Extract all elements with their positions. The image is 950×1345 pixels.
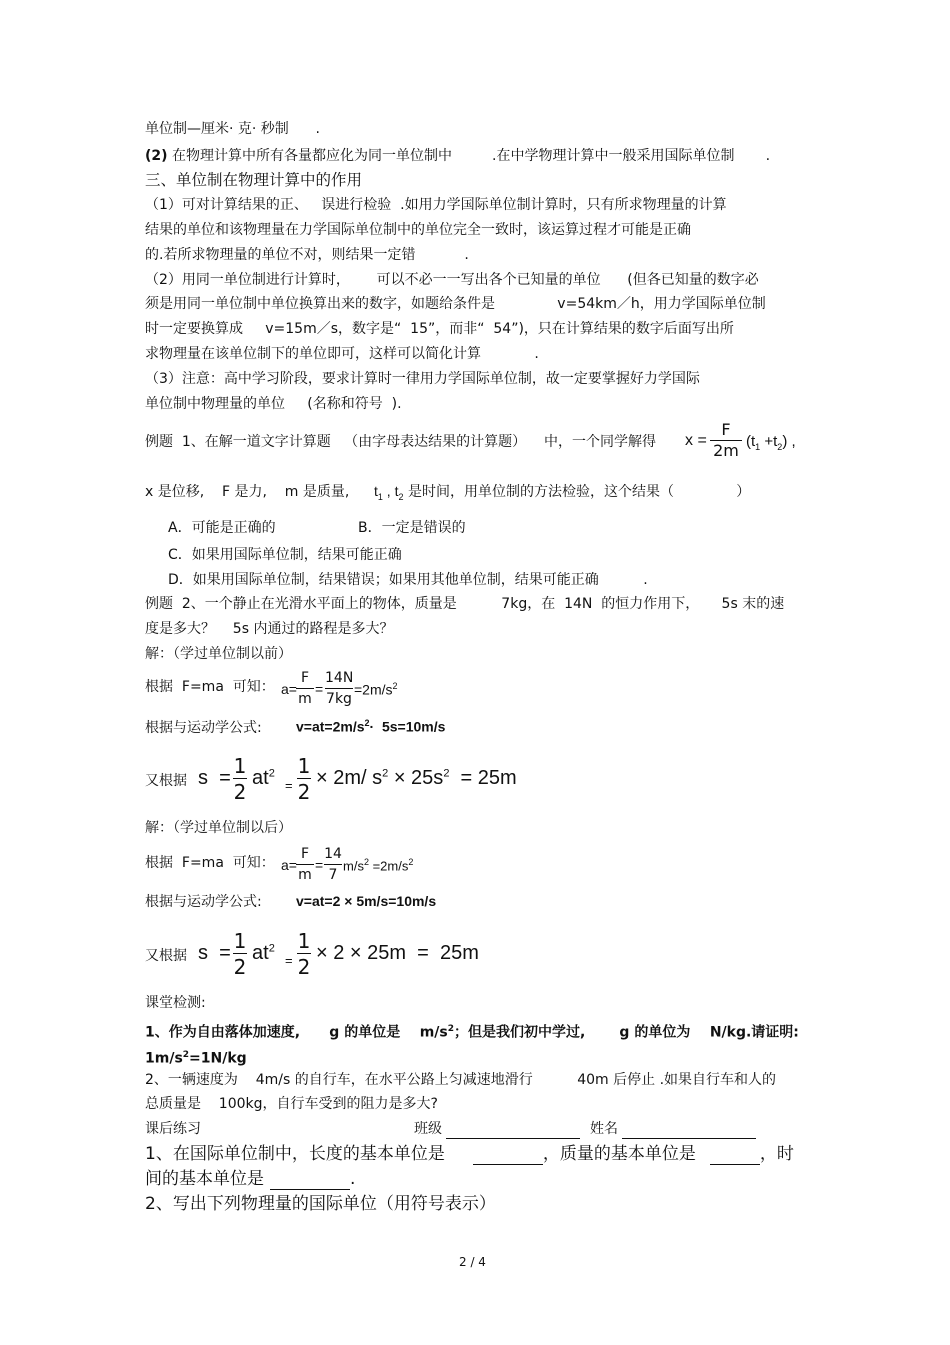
text-line: 单位制中物理量的单位 (名称和符号 ). bbox=[145, 396, 402, 412]
fraction bbox=[325, 668, 353, 709]
text-line: 结果的单位和该物理量在力学国际单位制中的单位完全一致时，该运算过程才可能是正确 bbox=[145, 222, 691, 238]
equation: × 2 × 25m = 25m bbox=[316, 942, 479, 964]
superscript: 2 bbox=[268, 942, 275, 955]
eq-text: at bbox=[252, 767, 269, 789]
fraction bbox=[297, 929, 311, 980]
option-d: D．如果用国际单位制，结果错误；如果用其他单位制，结果可能正确 . bbox=[168, 572, 648, 588]
option-a: A．可能是正确的 bbox=[168, 520, 276, 536]
text-span: x 是位移, F 是力, m 是质量, bbox=[145, 484, 350, 500]
fraction bbox=[233, 929, 247, 980]
superscript: 2 bbox=[268, 767, 275, 780]
superscript: 2 bbox=[182, 1050, 190, 1060]
class-blank[interactable] bbox=[446, 1122, 580, 1139]
text-line: 根据与运动学公式: bbox=[145, 894, 262, 910]
fraction bbox=[296, 668, 314, 709]
superscript: 2 bbox=[392, 681, 398, 691]
eq-text: =2m/s bbox=[354, 681, 393, 698]
equation: v=at=2 × 5m/s=10m/s bbox=[296, 893, 437, 909]
superscript: 2 bbox=[447, 1024, 454, 1034]
text-line: （1）可对计算结果的正、 误进行检验 .如用力学国际单位制计算时，只有所求物理量的计算 bbox=[145, 197, 727, 213]
equation bbox=[343, 857, 413, 873]
denominator: m bbox=[298, 691, 312, 707]
eq-text: at bbox=[252, 942, 269, 964]
fraction bbox=[233, 754, 247, 805]
eq-text: × 25s bbox=[388, 767, 444, 789]
superscript: 2 bbox=[382, 767, 389, 780]
class-field bbox=[414, 1119, 580, 1139]
solution-heading: 解：（学过单位制以后） bbox=[145, 820, 292, 836]
eq-text: +t bbox=[760, 433, 778, 450]
text-line bbox=[145, 1168, 355, 1190]
text-line: 根据 F=ma 可知： bbox=[145, 679, 275, 695]
eq-text: =2m/s bbox=[368, 858, 409, 874]
text-line bbox=[145, 1143, 794, 1165]
eq-text: ) , bbox=[782, 433, 796, 450]
text-span: 1、作为自由落体加速度, g 的单位是 m/s bbox=[145, 1024, 448, 1041]
text-span: 1m/s bbox=[145, 1050, 183, 1067]
name-blank[interactable] bbox=[622, 1122, 756, 1139]
eq-text bbox=[252, 942, 275, 965]
text-line: 的.若所求物理量的单位不对，则结果一定错 . bbox=[145, 247, 469, 263]
text-line: 是时间，用单位制的方法检验，这个结果（ ） bbox=[408, 484, 751, 500]
eq-text: = bbox=[285, 778, 293, 793]
eq-text: t bbox=[374, 483, 378, 499]
numerator: 1 bbox=[233, 754, 247, 778]
text-line: （3）注意：高中学习阶段，要求计算时一律用力学国际单位制，故一定要掌握好力学国际 bbox=[145, 371, 700, 387]
denominator: 2 bbox=[297, 955, 311, 979]
time-symbols bbox=[374, 483, 403, 502]
denominator: 2m bbox=[713, 441, 739, 460]
text-line: 时一定要换算成 v=15m／s，数字是“ 15”，而非“ 54”)，只在计算结果的数字后面写出所 bbox=[145, 321, 734, 337]
eq-text: = bbox=[285, 953, 293, 968]
numerator: 1 bbox=[297, 754, 311, 778]
text-line: 求物理量在该单位制下的单位即可，这样可以简化计算 . bbox=[145, 346, 539, 362]
text-line: 根据 F=ma 可知： bbox=[145, 855, 275, 871]
equation bbox=[296, 718, 445, 735]
denominator: 2 bbox=[233, 780, 247, 804]
text-span: ，时 bbox=[759, 1144, 794, 1164]
eq-text: a= bbox=[281, 681, 297, 697]
text-line: 度是多大？ 5s 内通过的路程是多大？ bbox=[145, 621, 394, 637]
text-line bbox=[145, 146, 770, 166]
text-line: 又根据 bbox=[145, 948, 187, 964]
item-number: (2) bbox=[145, 148, 168, 164]
fraction bbox=[710, 420, 742, 461]
subscript: 2 bbox=[777, 442, 783, 452]
answer-blank[interactable] bbox=[270, 1171, 350, 1190]
superscript: 2 bbox=[363, 857, 369, 867]
text-line: （2）用同一单位制进行计算时， 可以不必一一写出各个已知量的单位 (但各已知量的数字必 bbox=[145, 272, 759, 288]
numerator: 1 bbox=[297, 929, 311, 953]
text-span: 1、在国际单位制中，长度的基本单位是 bbox=[145, 1144, 445, 1164]
numerator: F bbox=[721, 420, 731, 439]
option-b: B．一定是错误的 bbox=[358, 520, 466, 536]
text-line: 单位制—厘米· 克· 秒制 . bbox=[145, 121, 320, 137]
subscript: 2 bbox=[398, 491, 404, 502]
subscript: 1 bbox=[755, 442, 761, 452]
fraction bbox=[324, 844, 342, 885]
superscript: 2 bbox=[408, 857, 414, 867]
fraction bbox=[297, 754, 311, 805]
numerator: 1 bbox=[233, 929, 247, 953]
denominator: 7kg bbox=[326, 691, 352, 707]
text-line: 总质量是 100kg，自行车受到的阻力是多大? bbox=[145, 1096, 438, 1112]
eq-text: v=at=2m/s bbox=[296, 718, 365, 735]
option-c: C．如果用国际单位制，结果可能正确 bbox=[168, 547, 402, 563]
solution-heading: 解：（学过单位制以前） bbox=[145, 646, 292, 662]
text-line: 又根据 bbox=[145, 773, 187, 789]
name-field bbox=[590, 1119, 756, 1139]
text-span: ；但是我们初中学过, g 的单位为 N/kg.请证明: bbox=[454, 1024, 799, 1041]
text-line bbox=[145, 1045, 247, 1069]
text-line bbox=[145, 482, 349, 502]
answer-blank[interactable] bbox=[473, 1146, 543, 1165]
numerator: F bbox=[300, 846, 310, 862]
eq-text bbox=[252, 767, 275, 790]
superscript: 2 bbox=[443, 767, 450, 780]
section-heading: 课后练习 bbox=[145, 1121, 201, 1137]
fraction bbox=[296, 844, 314, 885]
equation bbox=[316, 767, 517, 790]
equation-rhs bbox=[746, 433, 796, 452]
answer-blank[interactable] bbox=[710, 1146, 760, 1165]
eq-text: (t bbox=[746, 433, 756, 450]
text-line bbox=[145, 1019, 799, 1043]
denominator: m bbox=[298, 867, 312, 883]
numerator: 14N bbox=[325, 670, 354, 686]
section-heading: 课堂检测: bbox=[145, 995, 206, 1011]
eq-text: × 2m/ s bbox=[316, 767, 383, 789]
eq-text: s = bbox=[198, 942, 231, 964]
denominator: 7 bbox=[328, 867, 338, 883]
eq-text bbox=[354, 681, 398, 698]
numerator: F bbox=[300, 670, 310, 686]
section-heading: 三、单位制在物理计算中的作用 bbox=[145, 171, 363, 189]
eq-text: = 25m bbox=[449, 767, 517, 789]
subscript: 1 bbox=[377, 491, 383, 502]
denominator: 2 bbox=[233, 955, 247, 979]
eq-text: , t bbox=[382, 483, 399, 499]
page-number: 2 / 4 bbox=[459, 1255, 486, 1269]
equation-lhs: x = bbox=[685, 432, 707, 449]
name-label: 姓名 bbox=[590, 1121, 618, 1137]
text-span: 在物理计算中所有各量都应化为同一单位制中 .在中学物理计算中一般采用国际单位制 . bbox=[172, 148, 771, 164]
text-line: 2、写出下列物理量的国际单位（用符号表示） bbox=[145, 1194, 496, 1214]
eq-text: a= bbox=[281, 857, 297, 873]
eq-text: m/s bbox=[343, 858, 364, 874]
text-span: . bbox=[350, 1169, 356, 1189]
text-line: 2、一辆速度为 4m/s 的自行车，在水平公路上匀减速地滑行 40m 后停止 .如果自行车和人的 bbox=[145, 1072, 777, 1088]
text-span: =1N/kg bbox=[189, 1050, 247, 1067]
class-label: 班级 bbox=[414, 1121, 442, 1137]
text-span: ，质量的基本单位是 bbox=[542, 1144, 696, 1164]
example-2-text: 例题 2、一个静止在光滑水平面上的物体，质量是 7kg，在 14N 的恒力作用下， 5s 末的速 bbox=[145, 596, 785, 612]
eq-text: · 5s=10m/s bbox=[369, 718, 446, 735]
text-line: 须是用同一单位制中单位换算出来的数字，如题给条件是 v=54km／h，用力学国际单位制 bbox=[145, 296, 766, 312]
example-1-text: 例题 1、在解一道文字计算题 （由字母表达结果的计算题） 中，一个同学解得 bbox=[145, 434, 656, 450]
numerator: 14 bbox=[324, 846, 342, 862]
eq-text: = bbox=[315, 857, 324, 873]
text-line: 根据与运动学公式: bbox=[145, 720, 262, 736]
eq-text: = bbox=[315, 681, 324, 697]
eq-text: s = bbox=[198, 767, 231, 789]
text-span: 间的基本单位是 bbox=[145, 1169, 264, 1189]
denominator: 2 bbox=[297, 780, 311, 804]
superscript: 2 bbox=[364, 718, 370, 728]
